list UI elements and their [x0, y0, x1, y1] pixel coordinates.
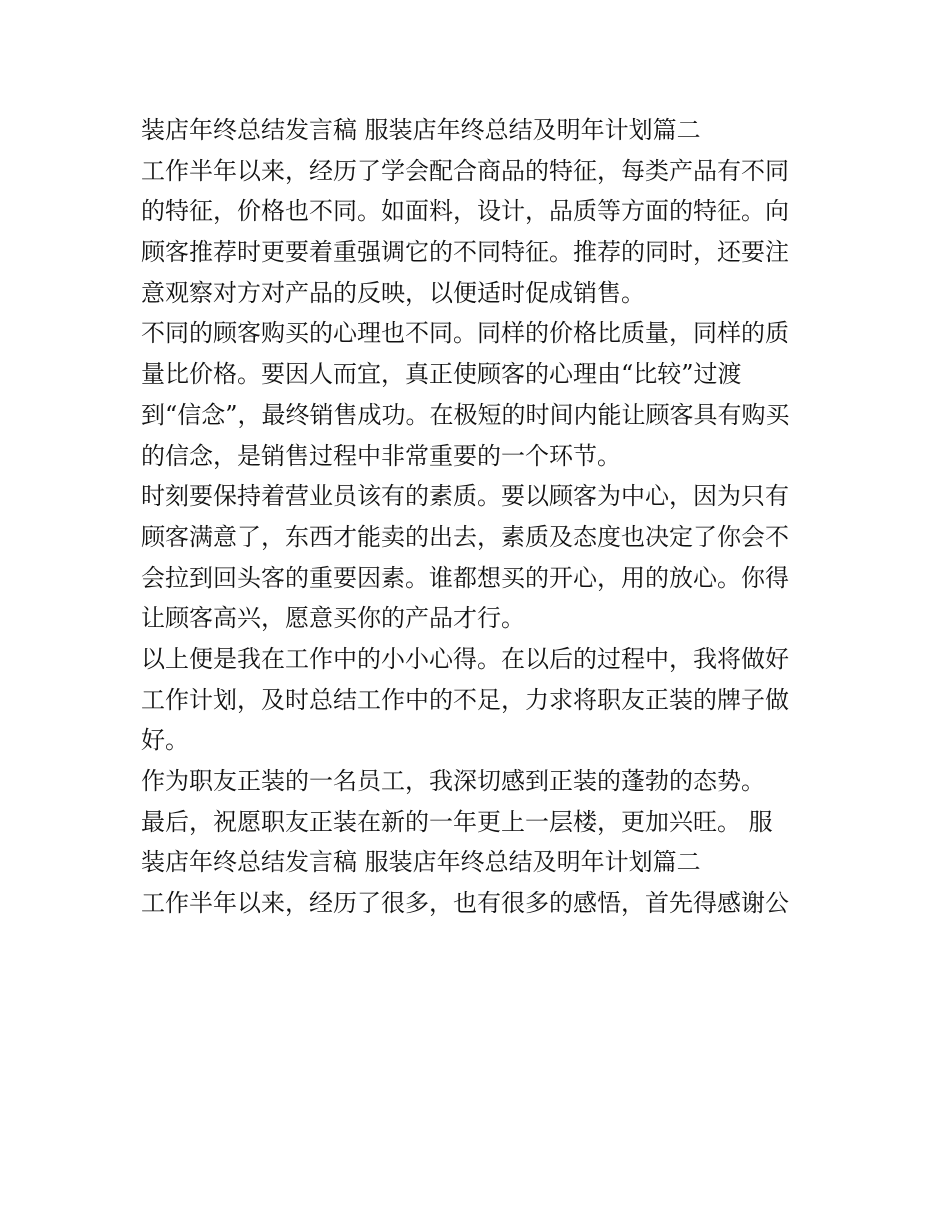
text-line: 最后，祝愿职友正装在新的一年更上一层楼，更加兴旺。 服: [141, 807, 773, 836]
text-line: 时刻要保持着营业员该有的素质。要以顾客为中心，因为只有: [141, 482, 789, 511]
text-line: 的特征，价格也不同。如面料，设计，品质等方面的特征。向: [141, 197, 789, 226]
text-line: 量比价格。要因人而宜，真正使顾客的心理由“比较”过渡: [141, 360, 742, 389]
text-line: 工作半年以来，经历了很多，也有很多的感悟，首先得感谢公: [141, 889, 789, 918]
text-line: 到“信念”，最终销售成功。在极短的时间内能让顾客具有购买: [141, 400, 790, 429]
text-line: 以上便是我在工作中的小小心得。在以后的过程中，我将做好: [141, 644, 789, 673]
text-line: 意观察对方对产品的反映，以便适时促成销售。: [141, 278, 645, 307]
text-line: 好。: [141, 726, 189, 755]
text-line: 装店年终总结发言稿 服装店年终总结及明年计划篇二: [141, 848, 701, 877]
text-line: 的信念，是销售过程中非常重要的一个环节。: [141, 441, 621, 470]
text-line: 工作计划，及时总结工作中的不足，力求将职友正装的牌子做: [141, 685, 789, 714]
text-line: 不同的顾客购买的心理也不同。同样的价格比质量，同样的质: [141, 319, 789, 348]
text-line: 顾客推荐时更要着重强调它的不同特征。推荐的同时，还要注: [141, 238, 789, 267]
document-body: [141, 110, 821, 924]
text-line: 会拉到回头客的重要因素。谁都想买的开心，用的放心。你得: [141, 563, 789, 592]
text-line: 让顾客高兴，愿意买你的产品才行。: [141, 604, 525, 633]
text-line: 顾客满意了，东西才能卖的出去，素质及态度也决定了你会不: [141, 522, 789, 551]
text-line: 工作半年以来，经历了学会配合商品的特征，每类产品有不同: [141, 156, 789, 185]
text-line: 装店年终总结发言稿 服装店年终总结及明年计划篇二: [141, 116, 701, 144]
text-line: 作为职友正装的一名员工，我深切感到正装的蓬勃的态势。: [141, 767, 765, 795]
